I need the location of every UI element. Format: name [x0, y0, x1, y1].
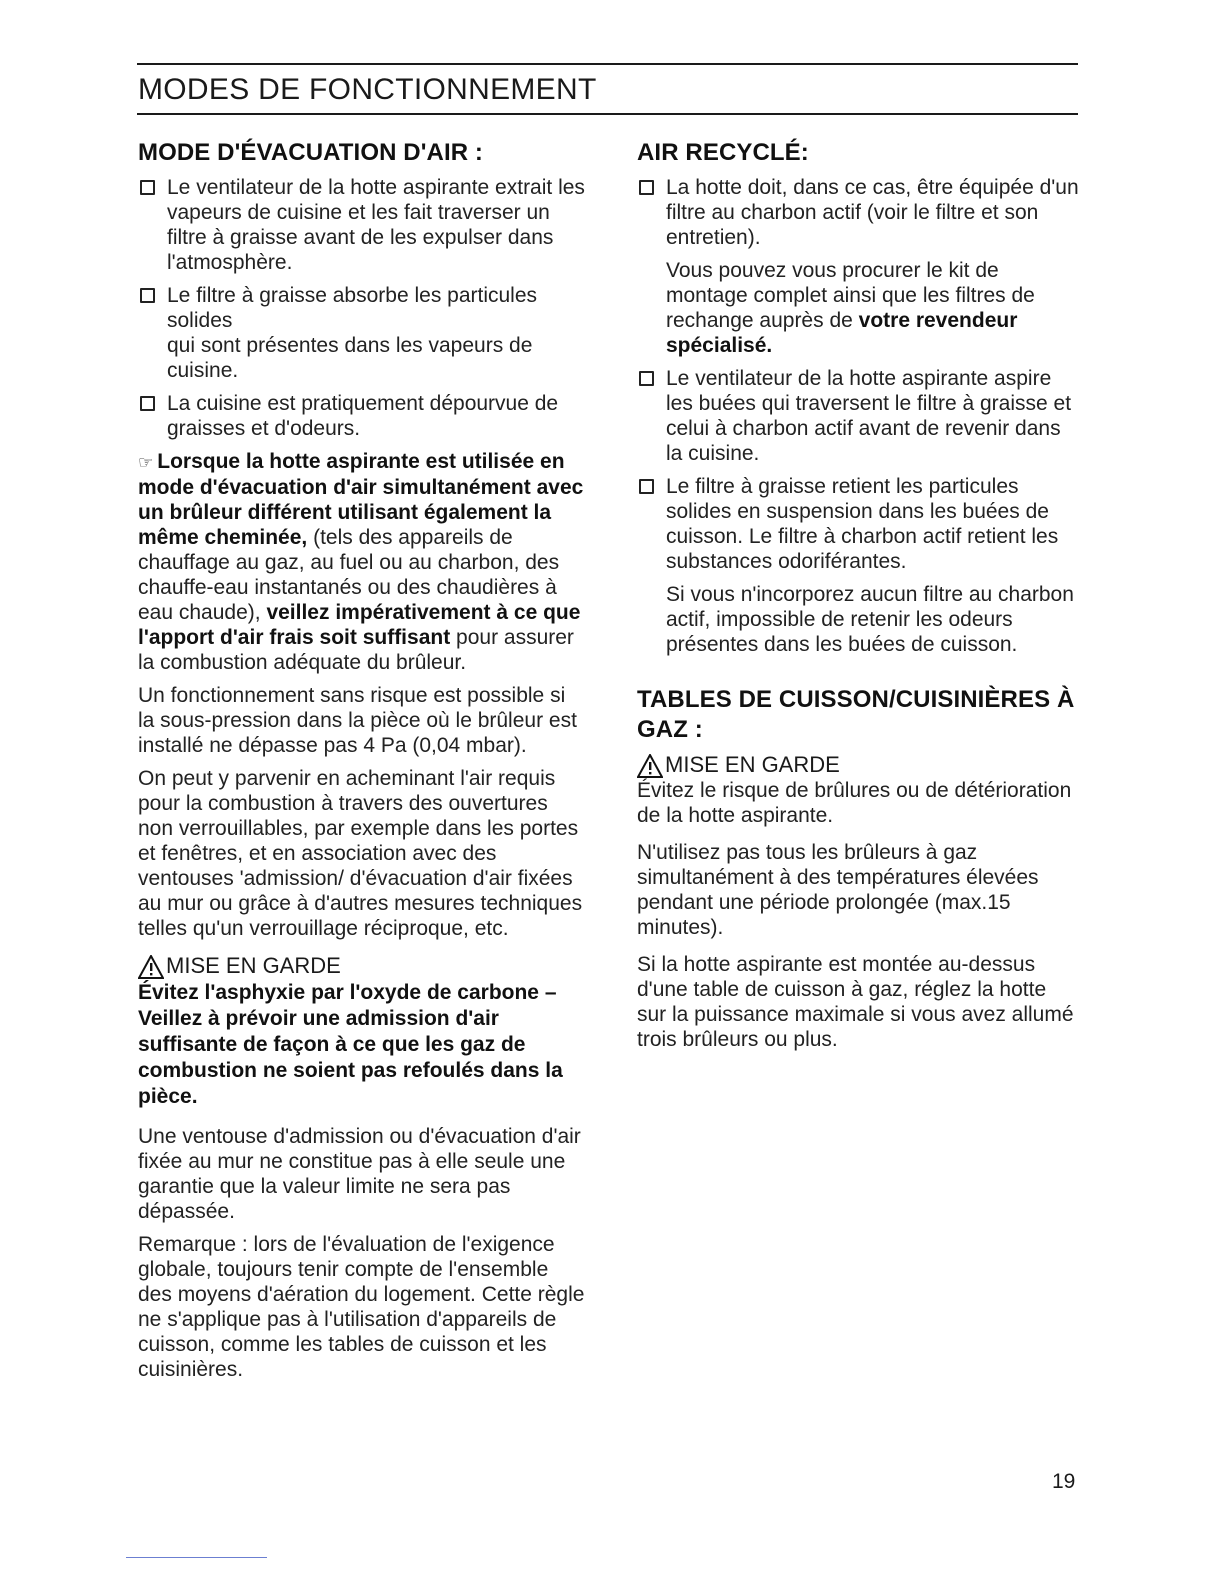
paragraph-ventouse: Une ventouse d'admission ou d'évacuation d'air fixée au mur ne constitue pas à elle seule une garantie que la valeur limite ne sera pas dépassée.	[138, 1125, 581, 1223]
page-title: MODES DE FONCTIONNEMENT	[138, 73, 597, 106]
pointing-hand-icon: ☞	[138, 453, 154, 472]
checkbox-square-icon	[140, 288, 155, 303]
left-column	[138, 138, 586, 1382]
checkbox-square-icon	[140, 396, 155, 411]
checkbox-square-icon	[639, 180, 654, 195]
warning-header	[138, 953, 586, 979]
title-rule	[137, 113, 1078, 115]
checkbox-square-icon	[639, 479, 654, 494]
warning-title: MISE EN GARDE	[665, 752, 840, 777]
footer-underline	[126, 1557, 267, 1558]
kit-paragraph: Vous pouvez vous procurer le kit de montage complet ainsi que les filtres de rechange auprès de votre revendeur spécialisé.	[666, 259, 1035, 357]
top-rule	[137, 63, 1078, 65]
warning-title: MISE EN GARDE	[166, 953, 341, 978]
warning-text: Évitez le risque de brûlures ou de détérioration de la hotte aspirante.	[637, 779, 1072, 827]
no-filter-paragraph: Si vous n'incorporez aucun filtre au charbon actif, impossible de retenir les odeurs présentes dans les buées de cuisson.	[666, 583, 1074, 656]
list-item: La cuisine est pratiquement dépourvue de graisses et d'odeurs.	[138, 391, 586, 441]
list-item: Le ventilateur de la hotte aspirante extrait les vapeurs de cuisine et les fait traverser un filtre à graisse avant de les expulser dans l'atmosphère.	[138, 175, 586, 275]
checkbox-square-icon	[140, 180, 155, 195]
right-column	[637, 138, 1079, 1052]
paragraph-pressure: Un fonctionnement sans risque est possible si la sous-pression dans la pièce où le brûleur est installé ne dépasse pas 4 Pa (0,04 mbar).	[138, 684, 577, 757]
section-heading-recycled: AIR RECYCLÉ:	[637, 139, 809, 166]
page-number: 19	[1052, 1470, 1076, 1493]
list-item: Le ventilateur de la hotte aspirante aspire les buées qui traversent le filtre à graisse et celui à charbon actif avant de revenir dans la cuisine.	[637, 366, 1079, 466]
list-item: La hotte doit, dans ce cas, être équipée d'un filtre au charbon actif (voir le filtre et son entretien). Vous pouvez vous procurer le kit de montage complet ainsi que les filtres de rechange auprès de votre revendeur spécialisé.	[637, 175, 1079, 358]
paragraph-remark: Remarque : lors de l'évaluation de l'exigence globale, toujours tenir compte de l'ensemble des moyens d'aération du logement. Cette règle ne s'applique pas à l'utilisation d'appareils de cuisson, comme les tables de cuisson et les cuisinières.	[138, 1233, 585, 1381]
evacuation-bullet-list	[138, 175, 586, 441]
warning-triangle-icon	[138, 955, 164, 979]
section-heading-gas-cooktops: TABLES DE CUISSON/CUISINIÈRES À GAZ :	[637, 686, 1075, 743]
paragraph-burners: N'utilisez pas tous les brûleurs à gaz simultanément à des températures élevées pendant une période prolongée (max.15 minutes).	[637, 841, 1039, 939]
list-item: Le filtre à graisse absorbe les particules solides qui sont présentes dans les vapeurs de cuisine.	[138, 283, 586, 383]
paragraph-max-power: Si la hotte aspirante est montée au-dessus d'une table de cuisson à gaz, réglez la hotte sur la puissance maximale si vous avez allumé trois brûleurs ou plus.	[637, 953, 1074, 1051]
list-item: Le filtre à graisse retient les particules solides en suspension dans les buées de cuisson. Le filtre à charbon actif retient les substances odoriférantes. Si vous n'incorporez aucun filtre au charbon actif, impossible de retenir les odeurs présentes dans les buées de cuisson.	[637, 474, 1079, 657]
warning-header	[637, 752, 1079, 778]
checkbox-square-icon	[639, 371, 654, 386]
recycled-bullet-list	[637, 175, 1079, 657]
section-heading-evacuation: MODE D'ÉVACUATION D'AIR :	[138, 139, 484, 166]
important-note: ☞ Lorsque la hotte aspirante est utilisée en mode d'évacuation d'air simultanément avec un brûleur différent utilisant également la même cheminée, (tels des appareils de chauffage au gaz, au fuel ou au charbon, des chauffe-eau instantanés ou des chaudières à eau chaude), veillez impérativement à ce que l'apport d'air frais soit suffisant pour assurer la combustion adéquate du brûleur.	[138, 450, 584, 674]
warning-text: Évitez l'asphyxie par l'oxyde de carbone – Veillez à prévoir une admission d'air suffisante de façon à ce que les gaz de combustion ne soient pas refoulés dans la pièce.	[138, 981, 563, 1108]
paragraph-airflow: On peut y parvenir en acheminant l'air requis pour la combustion à travers des ouvertures non verrouillables, par exemple dans les portes et fenêtres, et en association avec des ventouses 'admission/ d'évacuation d'air fixées au mur ou grâce à d'autres mesures techniques telles qu'un verrouillage réciproque, etc.	[138, 767, 583, 940]
warning-triangle-icon	[637, 754, 663, 778]
